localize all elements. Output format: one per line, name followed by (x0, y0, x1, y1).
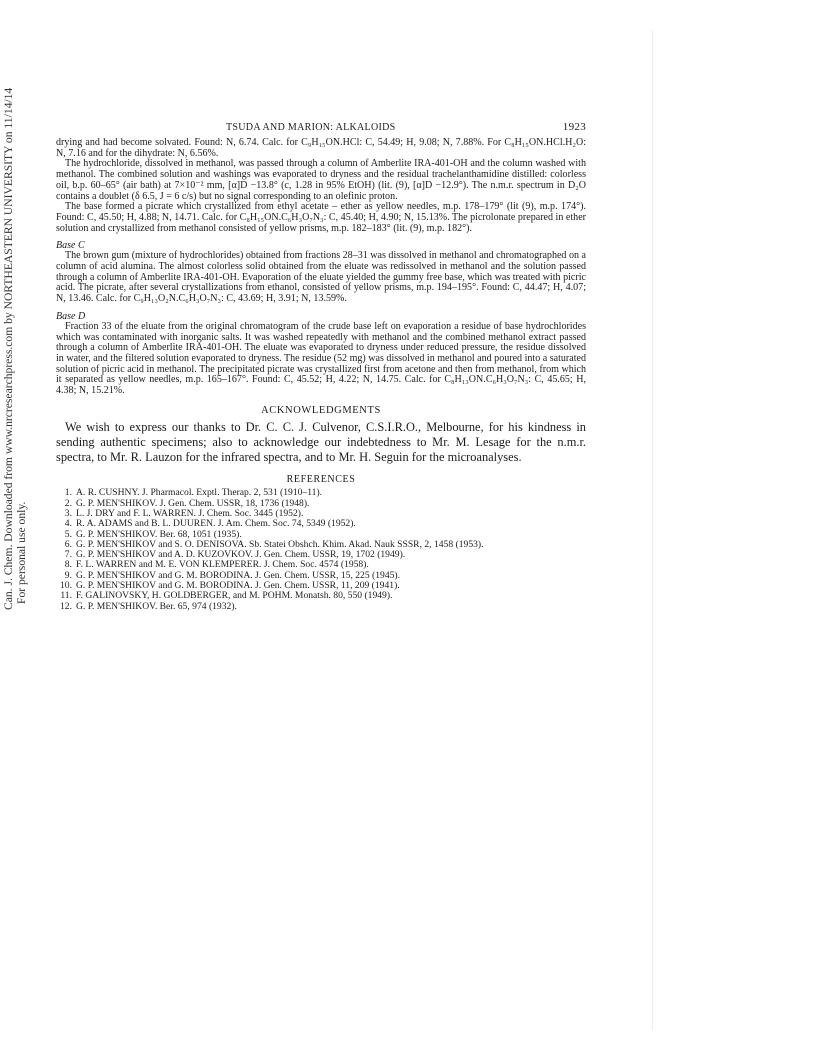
reference-text: R. A. ADAMS and B. L. DUUREN. J. Am. Chem. Soc. 74, 5349 (1952). (76, 518, 356, 530)
paragraph-picrate: The base formed a picrate which crystallized from ethyl acetate – ether as yellow needles, m.p. 178–179° (lit (9), m.p. 174°). Found: C, 45.50; H, 4.88; N, 14.71. Calc. for C₈H₁₅ON.C₆H₃O₇N₃: C, 45.40; H, 4.90; N, 15.13%. The picrolonate prepared in ether solution and crystallized from methanol consisted of yellow prisms, m.p. 182–183° (lit. (9), m.p. 182°). (56, 201, 586, 234)
running-head (56, 122, 586, 136)
download-notice-line2: For personal use only. (15, 501, 28, 604)
reference-text: L. J. DRY and F. L. WARREN. J. Chem. Soc. 3445 (1952). (76, 507, 304, 519)
acknowledgments-text: We wish to express our thanks to Dr. C. C. J. Culvenor, C.S.I.R.O., Melbourne, for his kindness in sending authentic specimens; also to acknowledge our indebtedness to Mr. M. Lesage for the n.m.r. spectra, to Mr. R. Lauzon for the infrared spectra, and to Mr. H. Seguin for the microanalyses. (56, 419, 586, 465)
reference-number: 11. (60, 590, 72, 602)
page-number: 1923 (562, 121, 586, 133)
running-head-title: TSUDA AND MARION: ALKALOIDS (226, 122, 396, 133)
reference-number: 9. (64, 569, 72, 581)
section-heading-base-c: Base C (56, 240, 85, 252)
reference-text: G. P. MEN'SHIKOV. J. Gen. Chem. USSR, 18, 1736 (1948). (76, 497, 310, 509)
reference-number: 3. (64, 507, 72, 519)
reference-number: 8. (64, 559, 72, 571)
article-body (56, 138, 586, 397)
reference-text: A. R. CUSHNY. J. Pharmacol. Exptl. Therap. 2, 531 (1910–11). (76, 487, 323, 499)
download-notice (2, 87, 42, 610)
paragraph-hydrochloride: The hydrochloride, dissolved in methanol, was passed through a column of Amberlite IRA-401-OH and the column washed with methanol. The combined solution and washings was evaporated to dryness and the residual trachelanthamidine distilled: colorless oil, b.p. 60–65° (air bath) at 7×10⁻² mm, [α]D −13.8° (c, 1.28 in 95% EtOH) (lit. (9), [α]D −12.9°). The n.m.r. spectrum in D₂O contains a doublet (δ 6.5, J = 6 c/s) but no signal corresponding to an olefinic proton. (56, 158, 586, 202)
reference-text: G. P. MEN'SHIKOV and S. O. DENISOVA. Sb. Statei Obshch. Khim. Akad. Nauk SSSR, 2, 1458 (1953). (76, 538, 484, 550)
reference-text: G. P. MEN'SHIKOV. Ber. 68, 1051 (1935). (76, 528, 242, 540)
reference-text: G. P. MEN'SHIKOV. Ber. 65, 974 (1932). (76, 600, 237, 612)
paragraph-base-c: The brown gum (mixture of hydrochlorides) obtained from fractions 28–31 was dissolved in methanol and chromatographed on a column of acid alumina. The almost colorless solid obtained from the eluate was redissolved in methanol and the solution passed through a column of Amberlite IRA-401-OH. Evaporation of the eluate yielded the gummy free base, which was treated with picric acid. The picrate, after several crystallizations from ethanol, consisted of yellow prisms, m.p. 194–195°. Found: C, 44.47; H, 4.07; N, 13.46. Calc. for C₉H₁₃O₂N.C₆H₃O₇N₃: C, 43.69; H, 3.91; N, 13.59%. (56, 250, 586, 305)
reference-number: 6. (64, 538, 72, 550)
reference-text: G. P. MEN'SHIKOV and A. D. KUZOVKOV. J. Gen. Chem. USSR, 19, 1702 (1949). (76, 549, 406, 561)
reference-number: 10. (60, 580, 72, 592)
reference-text: F. L. WARREN and M. E. VON KLEMPERER. J. Chem. Soc. 4574 (1958). (76, 559, 369, 571)
reference-number: 2. (64, 497, 72, 509)
scan-edge-line (652, 30, 653, 1030)
section-heading-base-d: Base D (56, 310, 86, 322)
reference-list (56, 488, 586, 612)
journal-page (56, 122, 586, 612)
reference-number: 5. (64, 528, 72, 540)
references-heading: REFERENCES (286, 474, 356, 486)
reference-number: 7. (64, 549, 72, 561)
reference-text: G. P. MEN'SHIKOV and G. M. BORODINA. J. Gen. Chem. USSR, 15, 225 (1945). (76, 569, 401, 581)
reference-item (56, 602, 586, 612)
reference-text: F. GALINOVSKY, H. GOLDBERGER, and M. POHM. Monatsh. 80, 550 (1949). (76, 590, 393, 602)
acknowledgments-heading: ACKNOWLEDGMENTS (261, 404, 381, 416)
reference-number: 1. (64, 487, 72, 499)
reference-number: 12. (60, 600, 72, 612)
paragraph-base-d: Fraction 33 of the eluate from the original chromatogram of the crude base left on evaporation a residue of base hydrochlorides which was contaminated with inorganic salts. It was washed repeatedly with methanol and the combined methanol extract passed through a column of Amberlite IRA-401-OH. The eluate was evaporated to dryness under reduced pressure, the residue dissolved in water, and the filtered solution evaporated to dryness. The residue (52 mg) was dissolved in methanol and poured into a saturated solution of picric acid in methanol. The precipitated picrate was crystallized first from acetone and then from methanol, from which it separated as yellow needles, m.p. 165–167°. Found: C, 45.52; H, 4.22; N, 14.75. Calc. for C₈H₁₃ON.C₆H₃O₇N₃: C, 45.65; H, 4.38; N, 15.21%. (56, 320, 586, 397)
reference-text: G. P. MEN'SHIKOV and G. M. BORODINA. J. Gen. Chem. USSR, 11, 209 (1941). (76, 580, 400, 592)
paragraph-continuation: drying and had become solvated. Found: N, 6.74. Calc. for C₉H₁₅ON.HCl: C, 54.49; H, 9.08; N, 7.88%. For C₈H₁₅ON.HCl.H₂O: N, 7.16 and for the dihydrate: N, 6.56%. (56, 137, 586, 159)
reference-number: 4. (64, 518, 72, 530)
download-notice-line1: Can. J. Chem. Downloaded from www.nrcresearchpress.com by NORTHEASTERN UNIVERSITY on 11/14/14 (2, 87, 15, 610)
